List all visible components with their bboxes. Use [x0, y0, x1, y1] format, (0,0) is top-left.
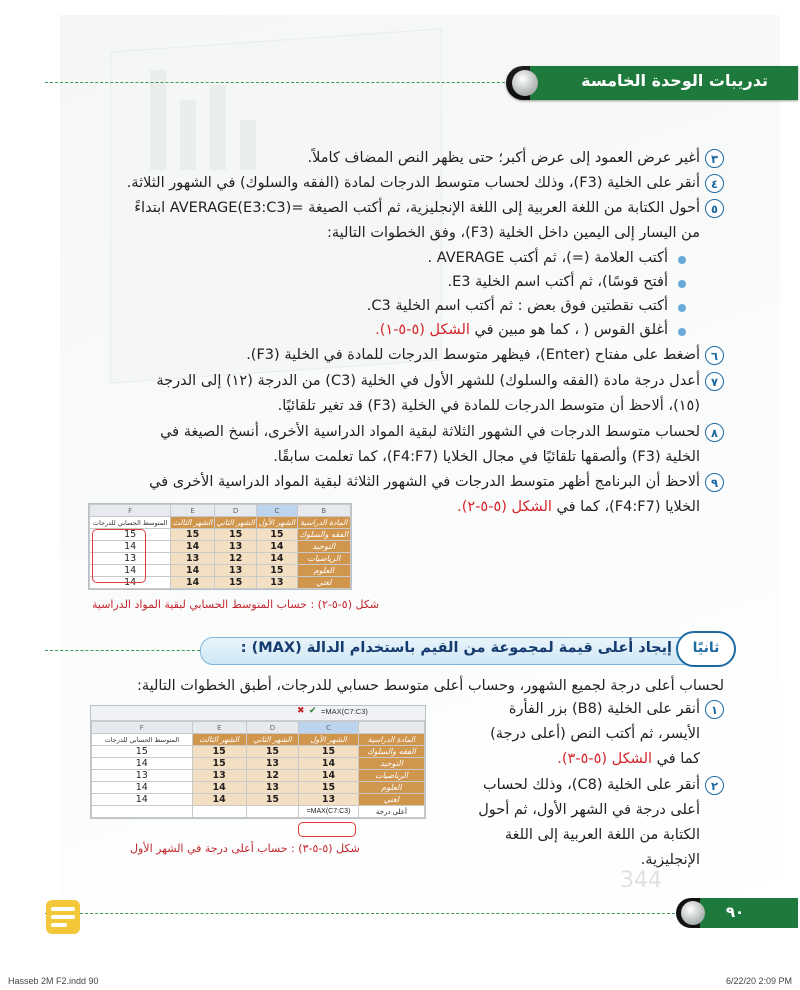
column-letter-row: B C D E F [90, 505, 351, 517]
step-text: أنقر على الخلية (F3)، وذلك لحساب متوسط الدرجات لمادة (الفقه والسلوك) في الشهور الثلاثة. [126, 175, 700, 191]
step-number: ٧ [705, 372, 724, 391]
header-dashed-rule [45, 82, 520, 83]
page-number: ٩٠ [725, 903, 745, 921]
page-title: تدريبات الوحدة الخامسة [581, 71, 768, 90]
header-cap [512, 70, 538, 96]
step-text: أنقر على الخلية (B8) بزر الفأرة [508, 701, 700, 717]
background-bar [240, 120, 256, 170]
step-text: أضغط على مفتاح (Enter)، فيظهر متوسط الدرجات للمادة في الخلية (F3). [246, 347, 700, 363]
background-bar [180, 100, 196, 170]
formula-text: =MAX(C7:C3) [321, 707, 368, 716]
step-number: ٩ [705, 473, 724, 492]
step-text-continued: الأيسر، ثم أكتب النص (أعلى درجة) [490, 726, 700, 742]
step-text-continued: من اليسار إلى اليمين داخل الخلية (F3)، وفق الخطوات التالية: [327, 225, 700, 241]
step-text-continued: الكتابة من اللغة العربية إلى اللغة [504, 827, 700, 843]
table-header-row: المادة الدراسية الشهر الأول الشهر الثاني الشهر الثالث المتوسط الحسابي للدرجات [92, 734, 425, 746]
check-icon: ✔ [309, 706, 317, 716]
bullet-dot [678, 256, 686, 264]
section-intro: لحساب أعلى درجة لجميع الشهور، وحساب أعلى متوسط حسابي للدرجات، أطبق الخطوات التالية: [136, 678, 724, 694]
logo-stroke [51, 915, 75, 919]
step-text: لحساب متوسط الدرجات في الشهور الثلاثة لبقية المواد الدراسية الأخرى، أنسخ الصيغة في [160, 424, 700, 440]
spreadsheet-figure-max [90, 705, 426, 819]
figure-caption: شكل (٥-٥-٣) : حساب أعلى درجة في الشهر الأول [130, 842, 360, 855]
step-number: ٣ [705, 149, 724, 168]
step-text: أعدل درجة مادة (الفقه والسلوك) للشهر الأول في الخلية (C3) من الدرجة (١٢) إلى الدرجة [156, 373, 700, 389]
table-row: العلوم 15 13 14 14 [92, 782, 425, 794]
table-row: الرياضيات 14 12 13 13 [92, 770, 425, 782]
background-bar [150, 70, 166, 170]
logo-stroke [51, 907, 75, 911]
table-row: لغتي 13 15 14 14 [90, 577, 351, 589]
bullet-text: أغلق القوس ( ، كما هو مبين في الشكل (٥-٥-١). [375, 322, 668, 338]
step-text-continued: أعلى درجة في الشهر الأول، ثم أحول [478, 802, 700, 818]
print-slug-date: 6/22/20 2:09 PM [725, 976, 792, 986]
table-row: التوحيد 14 13 14 14 [90, 541, 351, 553]
step-text-continued: كما في الشكل (٥-٥-٣). [557, 751, 700, 767]
step-text-continued: الخلايا (F4:F7)، كما في الشكل (٥-٥-٢). [457, 499, 700, 515]
table-row: لغتي 13 15 14 14 [92, 794, 425, 806]
bullet-dot [678, 280, 686, 288]
step-text: أحول الكتابة من اللغة العربية إلى اللغة الإنجليزية، ثم أكتب الصيغة =AVERAGE(E3:C3) ابتداءً [134, 200, 700, 216]
step-number: ١ [705, 700, 724, 719]
figure-reference: الشكل (٥-٥-٢). [457, 499, 552, 515]
footer-dashed-rule [45, 913, 685, 914]
background-bar [210, 85, 226, 170]
highlight-box [298, 822, 356, 837]
step-number: ٤ [705, 174, 724, 193]
section-badge-label: ثانيًا [692, 640, 720, 656]
formula-bar [91, 706, 425, 721]
bullet-text: أكتب نقطتين فوق بعض : ثم أكتب اسم الخلية C3. [366, 298, 668, 314]
table-row: العلوم 15 13 14 14 [90, 565, 351, 577]
step-text-continued: الخلية (F3) وألصقها تلقائيًا في مجال الخلايا (F4:F7)، كما تعلمت سابقًا. [273, 449, 700, 465]
logo-stroke [51, 923, 67, 927]
background-number: 344 [620, 868, 662, 893]
table-header-row: المادة الدراسية الشهر الأول الشهر الثاني الشهر الثالث المتوسط الحسابي للدرجات [90, 517, 351, 529]
figure-caption: شكل (٥-٥-٢) : حساب المتوسط الحسابي لبقية المواد الدراسية [92, 598, 380, 611]
bullet-dot [678, 304, 686, 312]
section-dashed-rule [45, 650, 205, 651]
figure-reference: الشكل (٥-٥-١). [375, 322, 470, 338]
step-text-continued: الإنجليزية. [640, 852, 700, 868]
figure-reference: الشكل (٥-٥-٣). [557, 751, 653, 767]
cancel-icon: ✖ [297, 706, 305, 716]
table-row: الفقه والسلوك 15 15 15 15 [92, 746, 425, 758]
step-number: ٥ [705, 199, 724, 218]
bullet-dot [678, 328, 686, 336]
step-number: ٨ [705, 423, 724, 442]
highlight-box [92, 529, 146, 583]
step-text: ألاحظ أن البرنامج أظهر متوسط الدرجات في الشهور الثلاثة لبقية المواد الدراسية الأخرى في [149, 474, 700, 490]
table-row: الفقه والسلوك 15 15 15 15 [90, 529, 351, 541]
step-number: ٦ [705, 346, 724, 365]
bullet-text: أكتب العلامة (=)، ثم أكتب AVERAGE . [427, 250, 668, 266]
table-row: التوحيد 14 13 15 14 [92, 758, 425, 770]
bullet-text: أفتح قوسًا)، ثم أكتب اسم الخلية E3. [447, 274, 668, 290]
table-row-max: أعلى درجة MAX(C7:C3)= [92, 806, 425, 818]
print-slug-file: Hasseb 2M F2.indd 90 [8, 976, 99, 986]
step-text-continued: (١٥)، ألاحظ أن متوسط الدرجات للمادة في الخلية (F3) قد تغير تلقائيًا. [277, 398, 700, 414]
step-text: أغير عرض العمود إلى عرض أكبر؛ حتى يظهر النص المضاف كاملاً. [307, 150, 700, 166]
table-row: الرياضيات 14 12 13 13 [90, 553, 351, 565]
section-title: إيجاد أعلى قيمة لمجموعة من القيم باستخدام الدالة (MAX) : [240, 640, 672, 656]
step-number: ٢ [705, 776, 724, 795]
step-text: أنقر على الخلية (C8)، وذلك لحساب [483, 777, 700, 793]
column-letter-row: C D E F [92, 722, 425, 734]
